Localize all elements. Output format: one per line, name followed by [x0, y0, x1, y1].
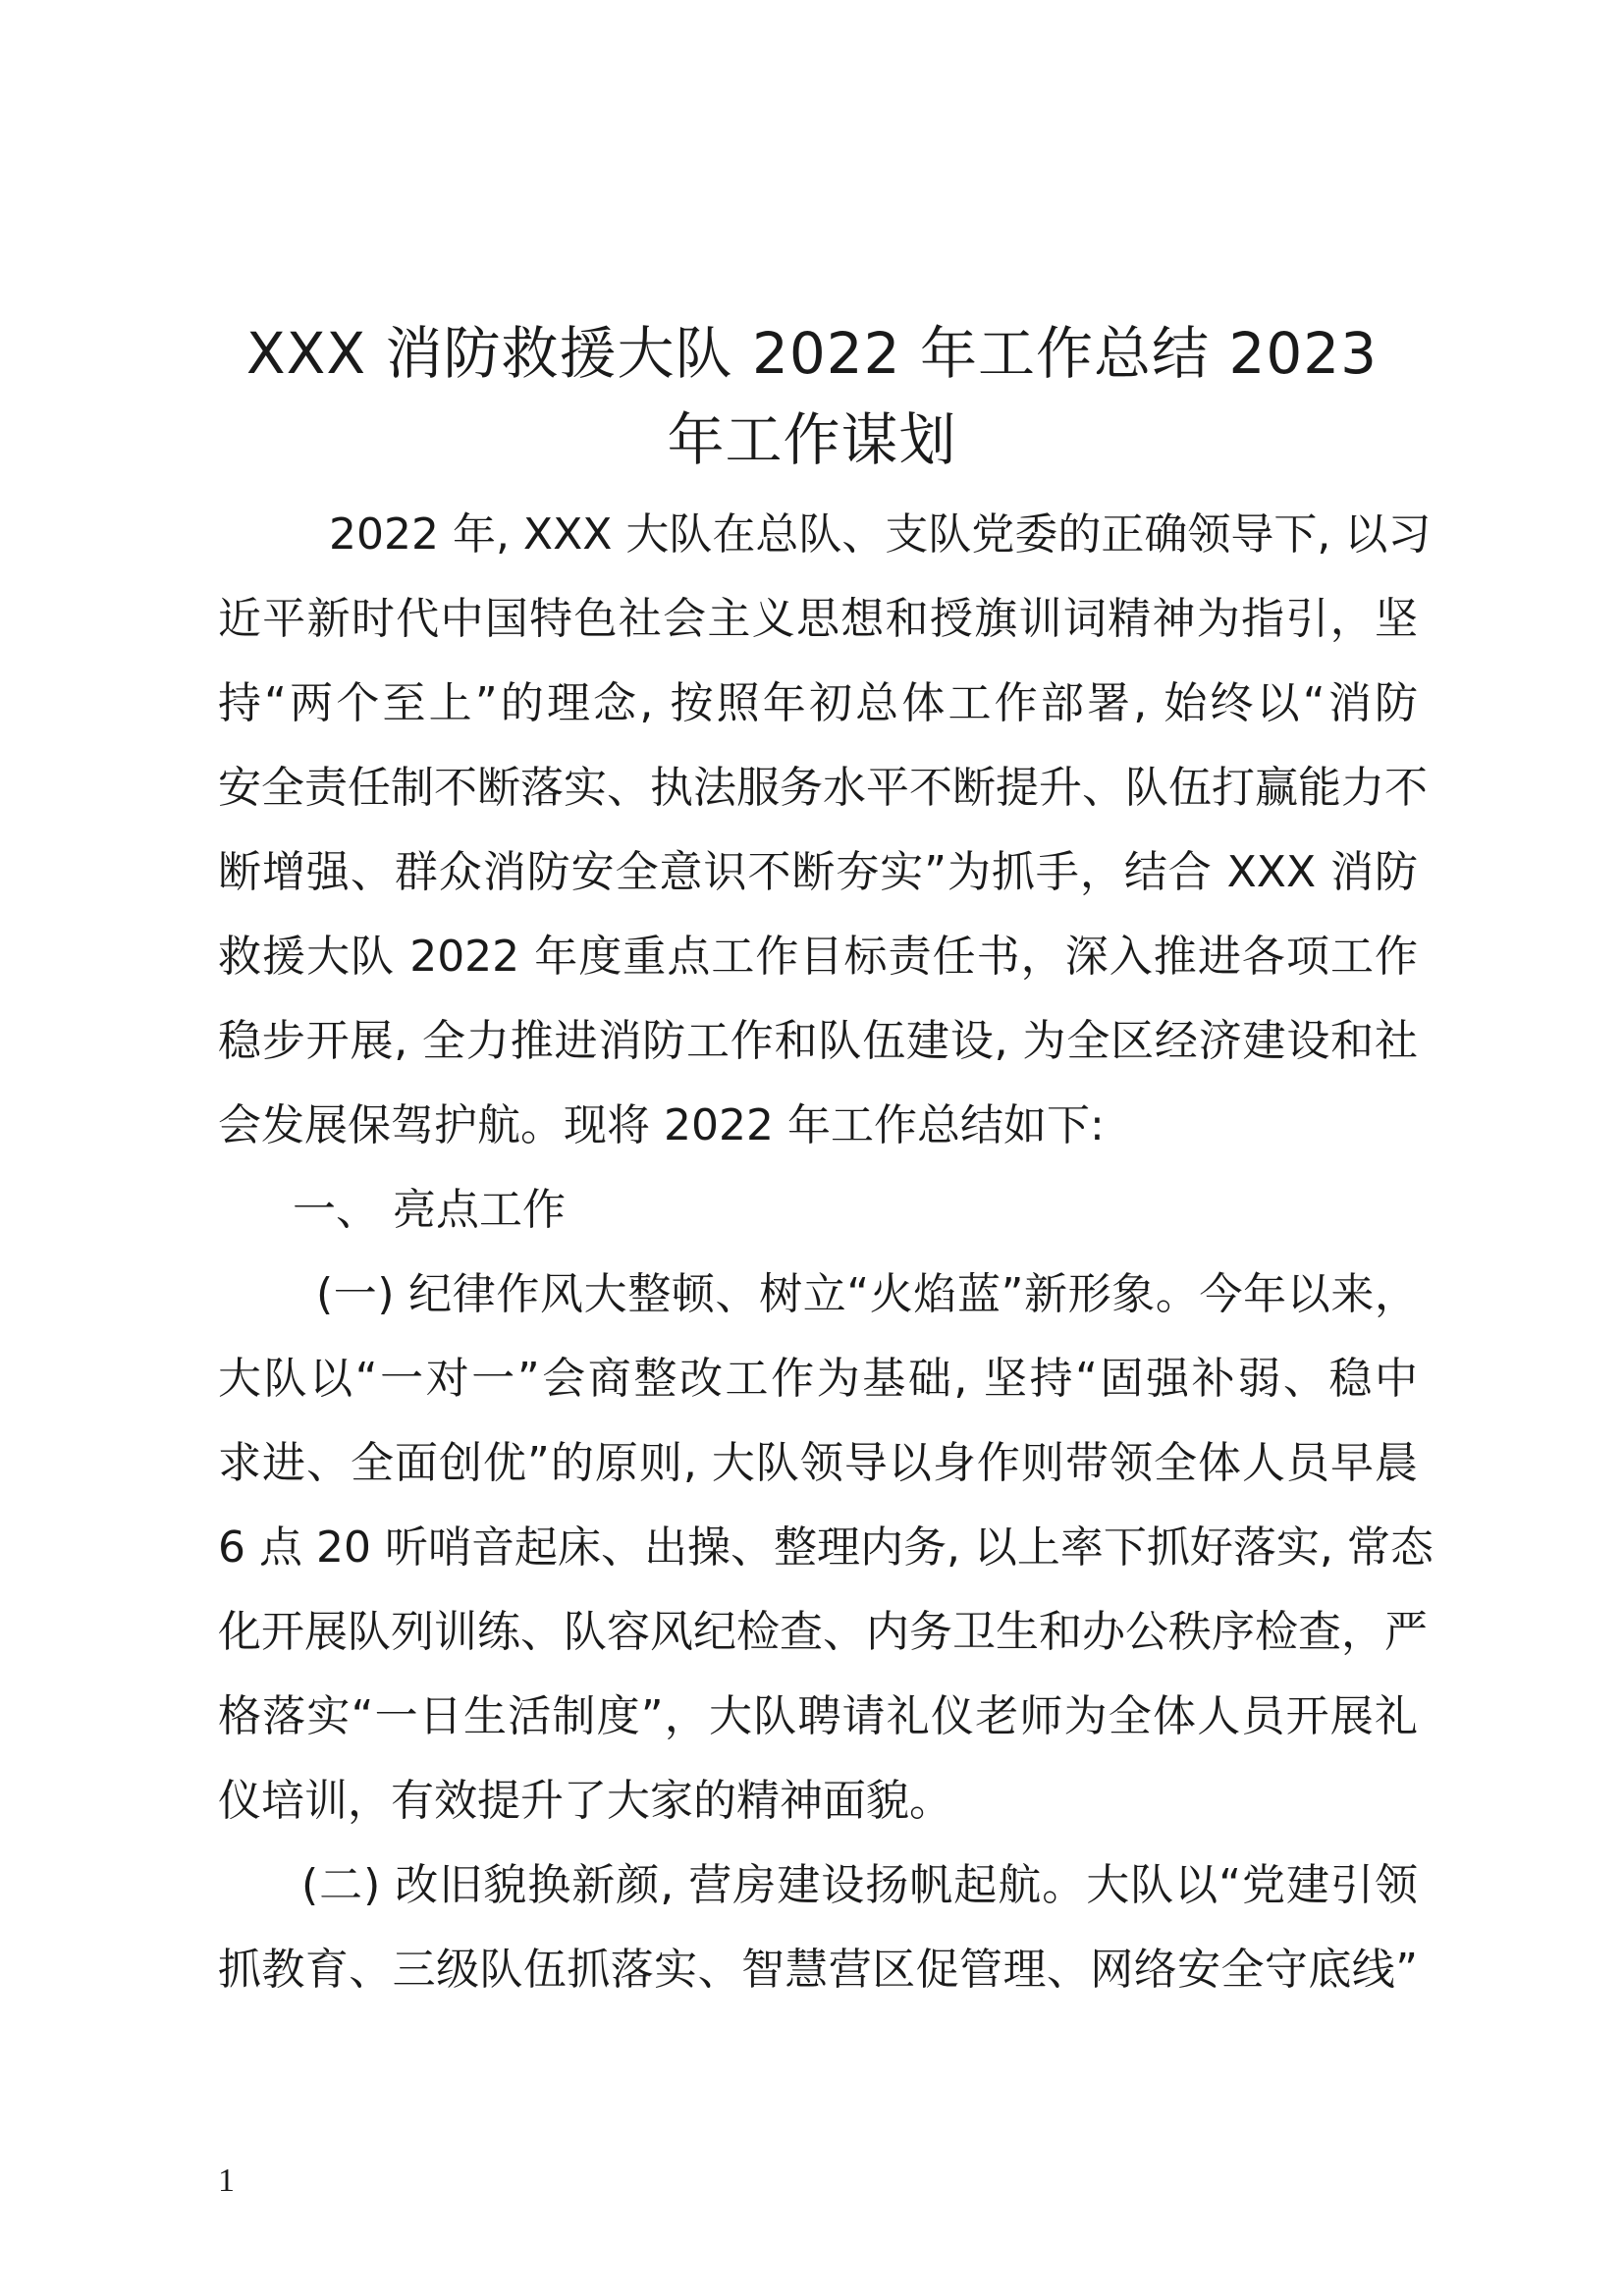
document-title-line-1: XXX 消防救援大队 2022 年工作总结 2023 — [245, 320, 1379, 387]
intro-line: 断增强、群众消防安全意识不断夯实”为抓手，结合 XXX 消防 — [218, 847, 1418, 897]
paragraph-1-line: 6 点 20 听哨音起床、出操、整理内务, 以上率下抓好落实, 常态 — [218, 1522, 1434, 1573]
paragraph-2-line: 抓教育、三级队伍抓落实、智慧营区促管理、网络安全守底线” — [218, 1945, 1418, 1995]
paragraph-1-line: 仪培训，有效提升了大家的精神面貌。 — [218, 1776, 952, 1826]
intro-line: 安全责任制不断落实、执法服务水平不断提升、队伍打赢能力不 — [218, 763, 1428, 813]
paragraph-1-line: 大队以“一对一”会商整改工作为基础, 坚持“固强补弱、稳中 — [218, 1354, 1418, 1404]
paragraph-1-line: (一) 纪律作风大整顿、树立“火焰蓝”新形象。今年以来， — [316, 1269, 1418, 1319]
section-heading: 一、 亮点工作 — [293, 1185, 566, 1235]
paragraph-1-line: 化开展队列训练、队容风纪检查、内务卫生和办公秩序检查，严 — [218, 1607, 1428, 1657]
page-number: 1 — [218, 2163, 235, 2199]
paragraph-2-line: (二) 改旧貌换新颜, 营房建设扬帆起航。大队以“党建引领 — [301, 1860, 1418, 1910]
intro-line: 持“两个至上”的理念, 按照年初总体工作部署, 始终以“消防 — [218, 678, 1418, 728]
intro-line: 2022 年, XXX 大队在总队、支队党委的正确领导下, 以习 — [329, 509, 1432, 560]
paragraph-1-line: 求进、全面创优”的原则, 大队领导以身作则带领全体人员早晨 — [218, 1438, 1418, 1488]
paragraph-1-line: 格落实“一日生活制度”，大队聘请礼仪老师为全体人员开展礼 — [218, 1691, 1418, 1741]
intro-line: 近平新时代中国特色社会主义思想和授旗训词精神为指引，坚 — [218, 594, 1418, 644]
intro-line: 稳步开展, 全力推进消防工作和队伍建设, 为全区经济建设和社 — [218, 1016, 1418, 1066]
document-title-line-2: 年工作谋划 — [667, 406, 957, 473]
intro-line: 救援大队 2022 年度重点工作目标责任书，深入推进各项工作 — [218, 932, 1418, 982]
intro-line: 会发展保驾护航。现将 2022 年工作总结如下: — [218, 1100, 1105, 1150]
